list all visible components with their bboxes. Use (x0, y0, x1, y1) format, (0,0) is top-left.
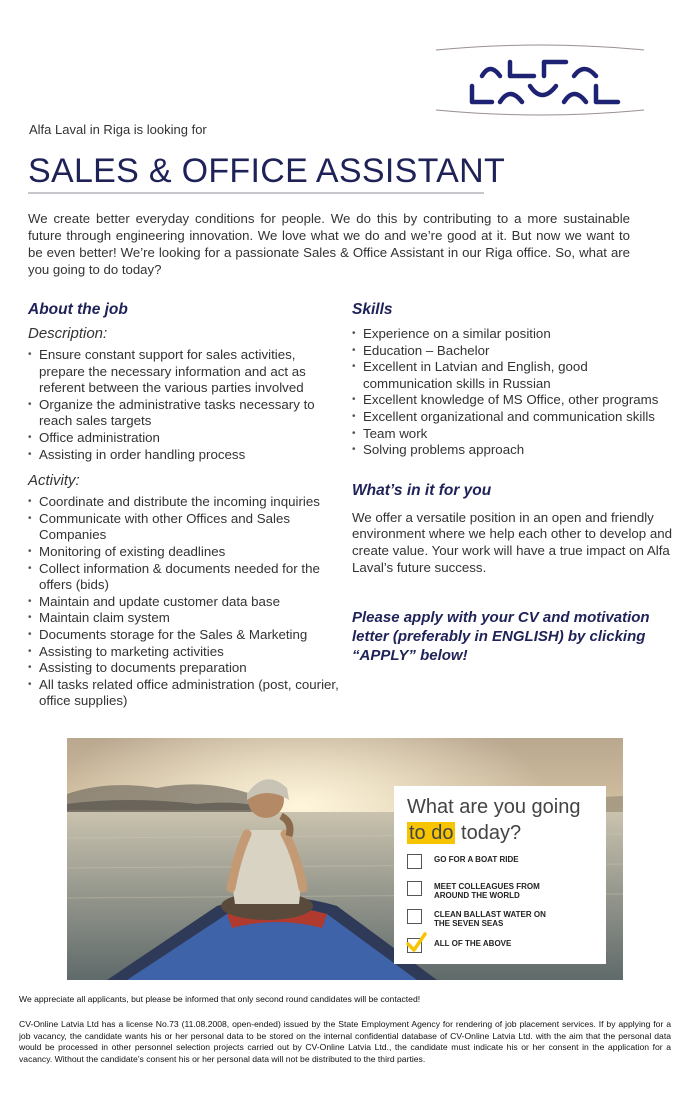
about-column (28, 300, 340, 710)
list-item: • Communicate with other Offices and Sales Companies (28, 511, 340, 544)
list-item: • Team work (352, 426, 676, 443)
about-heading: About the job (28, 301, 128, 318)
banner-question-rest: today? (455, 822, 522, 844)
alfa-laval-logo (434, 44, 646, 116)
list-item: • Office administration (28, 430, 340, 447)
list-item: • Assisting to documents preparation (28, 660, 340, 677)
list-item: • Maintain and update customer data base (28, 594, 340, 611)
list-item: • Coordinate and distribute the incoming inquiries (28, 494, 340, 511)
checkmark-icon (405, 932, 427, 954)
checkbox-icon (407, 881, 422, 896)
footer-license: CV-Online Latvia Ltd has a license No.73 (11.08.2008, open-ended) issued by the State Employment Agency for rendering of job placement services. If by applying for a job vacancy, the candidate wants his or her personal data to be stored on the internal confidential database of CV-Online Latvia Ltd. with the aim that the personal data would be processed in other personnel selection projects carried out by CV-Online Latvia Ltd., the candidate must indicate his or her consent in the application for a vacancy. Without the candidate’s consent his or her personal data will not be distributed to the third parties. (19, 1019, 671, 1064)
description-list (28, 347, 340, 463)
banner-question-line1: What are you going (407, 796, 581, 818)
skills-list (352, 326, 676, 459)
list-item: • Assisting in order handling process (28, 447, 340, 464)
list-item: • Experience on a similar position (352, 326, 676, 343)
checkbox-icon (407, 909, 422, 924)
banner-option-label: CLEAN BALLAST WATER ON THE SEVEN SEAS (434, 910, 546, 928)
banner-option-label: MEET COLLEAGUES FROM AROUND THE WORLD (434, 882, 540, 900)
intro-text: Alfa Laval in Riga is looking for (29, 122, 207, 137)
description-heading: Description: (28, 325, 108, 342)
banner-option-label: ALL OF THE ABOVE (434, 939, 512, 948)
list-item: • Ensure constant support for sales activities, prepare the necessary information and act as referent between the various parties involved (28, 347, 340, 397)
banner-question-highlight: to do (409, 822, 454, 844)
activity-list (28, 494, 340, 710)
list-item: • Education – Bachelor (352, 343, 676, 360)
list-item: • Excellent in Latvian and English, good communication skills in Russian (352, 359, 676, 392)
list-item: • Collect information & documents needed for the offers (bids) (28, 561, 340, 594)
activity-heading: Activity: (28, 472, 80, 490)
checkbox-icon (407, 854, 422, 869)
list-item: • All tasks related office administration (post, courier, office supplies) (28, 677, 340, 710)
list-item: • Assisting to marketing activities (28, 644, 340, 661)
footer-note: We appreciate all applicants, but please be informed that only second round candidates will be contacted! (19, 994, 421, 1004)
apply-text: Please apply with your CV and motivation letter (preferably in ENGLISH) by clicking “APPLY” below! (352, 609, 650, 665)
list-item: • Monitoring of existing deadlines (28, 544, 340, 561)
skills-heading: Skills (352, 301, 393, 318)
lead-paragraph: We create better everyday conditions for people. We do this by contributing to a more sustainable future through engineering innovation. We love what we do and we’re good at it. But now we want to be even better! We’re looking for a passionate Sales & Office Assistant in our Riga office. So, what are you going to do today? (28, 211, 630, 277)
list-item: • Documents storage for the Sales & Marketing (28, 627, 340, 644)
list-item: • Organize the administrative tasks necessary to reach sales targets (28, 397, 340, 430)
skills-column (352, 300, 676, 665)
job-title: SALES & OFFICE ASSISTANT (28, 152, 484, 194)
list-item: • Excellent organizational and communication skills (352, 409, 676, 426)
offer-text: We offer a versatile position in an open and friendly environment where we help each other to develop and create value. Your work will have a true impact on Alfa Laval’s future success. (352, 509, 673, 575)
list-item: • Maintain claim system (28, 610, 340, 627)
list-item: • Solving problems approach (352, 442, 676, 459)
banner-card (394, 786, 606, 964)
offer-heading: What’s in it for you (352, 481, 492, 499)
banner-option-label: GO FOR A BOAT RIDE (434, 855, 519, 864)
banner-question (407, 794, 580, 846)
list-item: • Excellent knowledge of MS Office, other programs (352, 392, 676, 409)
